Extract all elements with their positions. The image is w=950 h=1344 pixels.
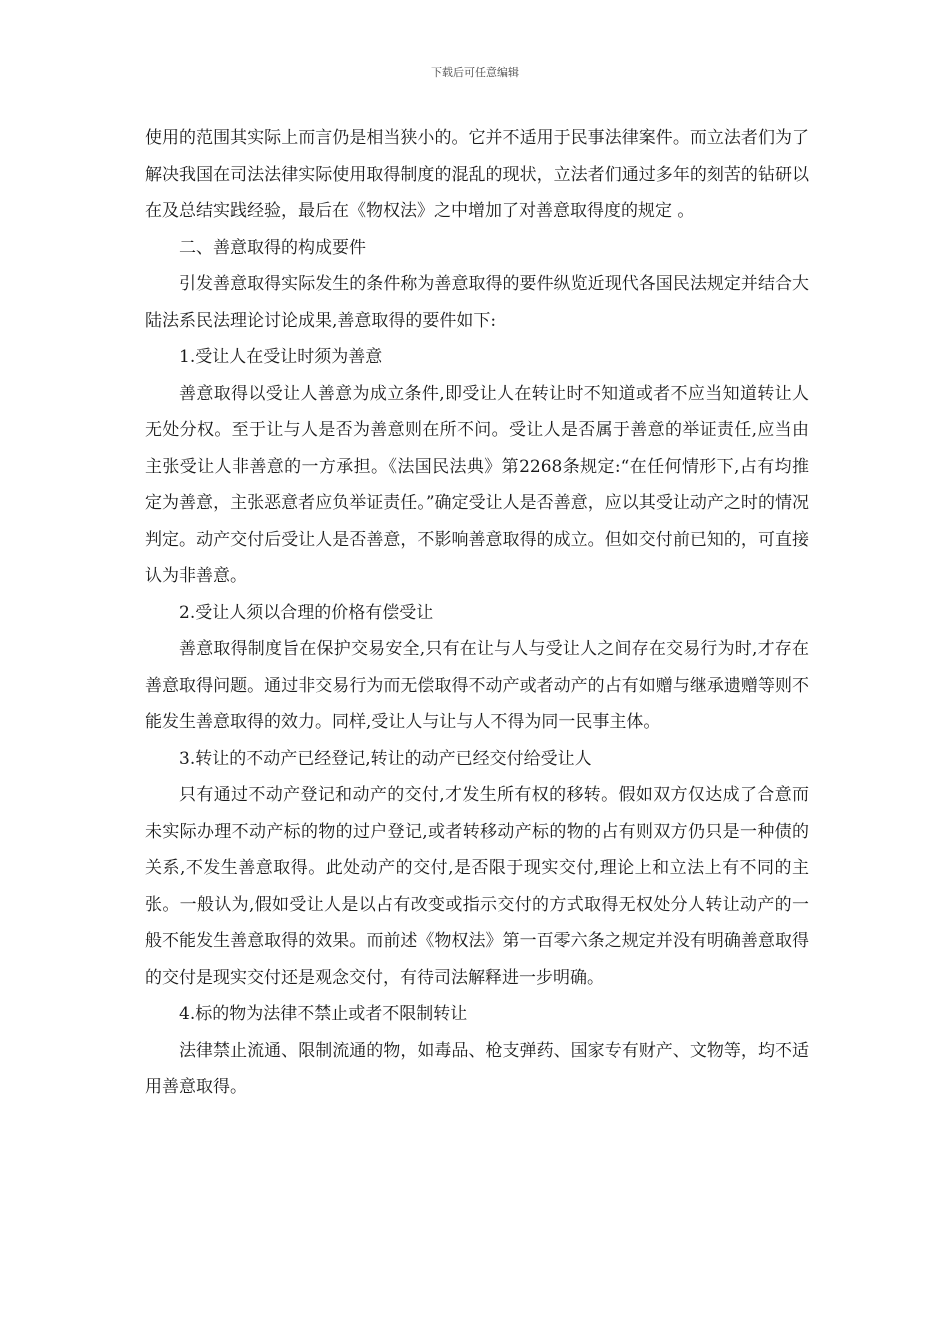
subheading-2: 2.受让人须以合理的价格有偿受让 [179, 602, 434, 623]
paragraph-6: 法律禁止流通、限制流通的物，如毒品、枪支弹药、国家专有财产、文物等，均不适用善意取得。 [145, 1040, 809, 1097]
paragraph-5: 只有通过不动产登记和动产的交付,才发生所有权的移转。假如双方仅达成了合意而未实际办理不动产标的物的过户登记,或者转移动产标的物的占有则双方仍只是一种债的关系,不发生善意取得。此处动产的交付,是否限于现实交付,理论上和立法上有不同的主张。一般认为,假如受让人是以占有改变或指示交付的方式取得无权处分人转让动产的一般不能发生善意取得的效果。而前述《物权法》第一百零六条之规定并没有明确善意取得的交付是现实交付还是观念交付，有待司法解释进一步明确。 [145, 785, 809, 988]
page-header: 下载后可任意编辑 [431, 66, 519, 79]
subheading-3: 3.转让的不动产已经登记,转让的动产已经交付给受让人 [179, 748, 592, 769]
paragraph-4: 善意取得制度旨在保护交易安全,只有在让与人与受让人之间存在交易行为时,才存在善意取得问题。通过非交易行为而无偿取得不动产或者动产的占有如赠与继承遗赠等则不能发生善意取得的效力。同样,受让人与让与人不得为同一民事主体。 [145, 639, 809, 732]
paragraph-1: 使用的范围其实际上而言仍是相当狭小的。它并不适用于民事法律案件。而立法者们为了解决我国在司法法律实际使用取得制度的混乱的现状，立法者们通过多年的刻苦的钻研以在及总结实践经验，最后在《物权法》之中增加了对善意取得度的规定 。 [145, 128, 809, 221]
subheading-1: 1.受让人在受让时须为善意 [179, 347, 383, 367]
paragraph-2: 引发善意取得实际发生的条件称为善意取得的要件纵览近现代各国民法规定并结合大陆法系民法理论讨论成果,善意取得的要件如下: [145, 274, 809, 331]
paragraph-3: 善意取得以受让人善意为成立条件,即受让人在转让时不知道或者不应当知道转让人无处分权。至于让与人是否为善意则在所不问。受让人是否属于善意的举证责任,应当由主张受让人非善意的一方承担。《法国民法典》第2268条规定:“在任何情形下,占有均推定为善意，主张恶意者应负举证责任。”确定受让人是否善意，应以其受让动产之时的情况判定。动产交付后受让人是否善意，不影响善意取得的成立。但如交付前已知的，可直接认为非善意。 [145, 383, 809, 586]
subheading-4: 4.标的物为法律不禁止或者不限制转让 [179, 1004, 468, 1024]
section-heading: 二、善意取得的构成要件 [179, 237, 366, 258]
document-body [145, 120, 809, 1106]
